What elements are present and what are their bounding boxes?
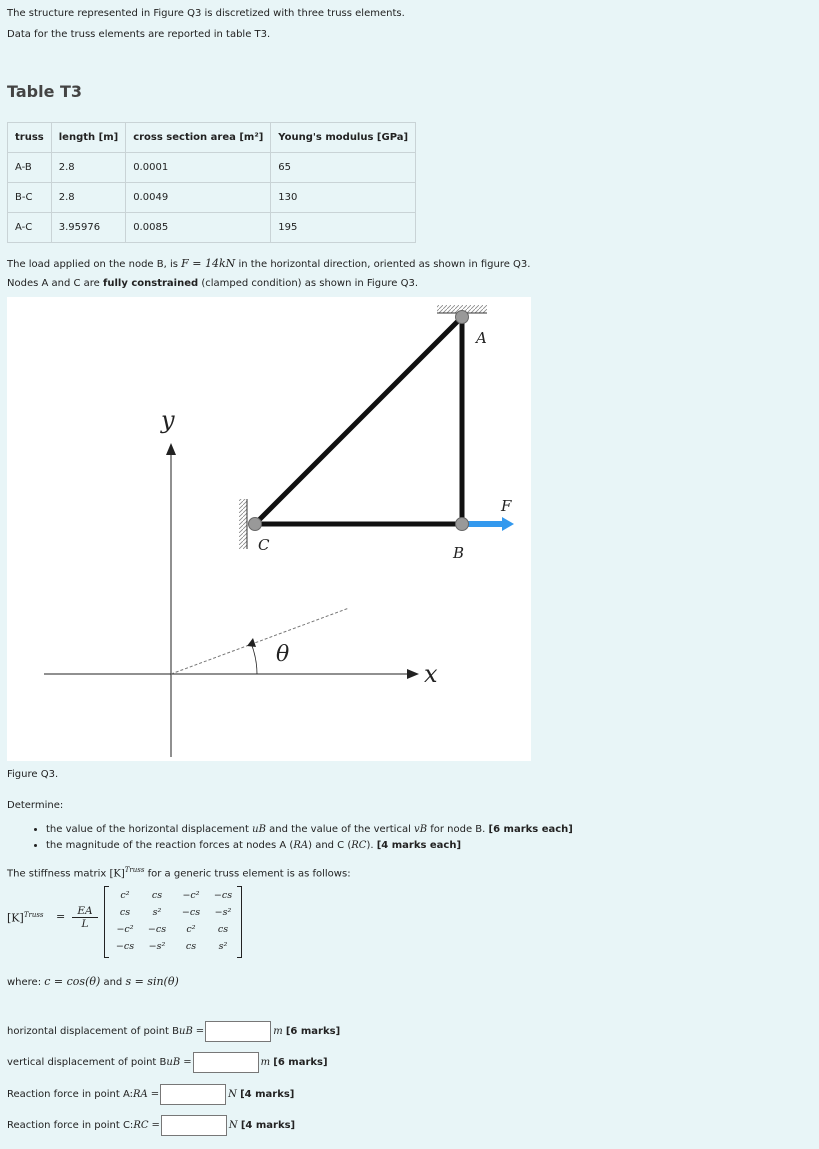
item-text: and the value of the vertical [265, 824, 415, 835]
list-item [46, 838, 573, 854]
answer-row-reaction-c: Reaction force in point C: RC = N [4 marks] [7, 1115, 295, 1136]
table-header: Young's modulus [GPa] [271, 123, 416, 153]
answer-label: horizontal displacement of point B [7, 1026, 179, 1037]
answer-label: Reaction force in point A: [7, 1089, 133, 1100]
determine-list [32, 822, 573, 854]
reaction-c-input[interactable] [161, 1115, 227, 1136]
item-text: ). [366, 840, 377, 851]
matrix-cell: c² [186, 924, 196, 935]
stiffness-text-pre: The stiffness matrix [7, 868, 110, 880]
label-y: y [161, 406, 175, 434]
stiffness-symbol: [K] [109, 868, 125, 880]
constraint-bold: fully constrained [103, 278, 199, 289]
force-arrowhead [502, 517, 514, 531]
list-item [46, 822, 573, 838]
matrix-cell: cs [119, 907, 131, 918]
matrix-cell: −c² [116, 924, 134, 935]
answer-row-vertical-displacement: vertical displacement of point B uB = m [6 marks] [7, 1052, 328, 1073]
table-cell: 0.0085 [126, 213, 271, 243]
table-header: truss [8, 123, 52, 153]
table-row [8, 153, 416, 183]
table-row [8, 183, 416, 213]
c-definition: c = cos(θ) [44, 975, 101, 988]
matrix-bracket-right [237, 886, 242, 958]
table-cell: B-C [8, 183, 52, 213]
intro-line-1: The structure represented in Figure Q3 is discretized with three truss elements. [7, 8, 405, 19]
fraction-ea-over-l [72, 905, 98, 930]
answer-label: Reaction force in point C: [7, 1120, 134, 1131]
matrix-cell: cs [185, 941, 197, 952]
where-and: and [100, 977, 126, 988]
symbol-ub: uB [252, 824, 266, 835]
table-cell: 0.0049 [126, 183, 271, 213]
table-cell: 130 [271, 183, 416, 213]
marks-badge: [6 marks each] [488, 824, 573, 835]
where-text: where: [7, 977, 45, 988]
matrix-cell: −s² [148, 941, 166, 952]
answer-label: vertical displacement of point B [7, 1057, 167, 1068]
lhs-symbol: [K] [7, 911, 24, 925]
theta-arc-arrowhead [247, 638, 256, 647]
matrix-cell: cs [151, 890, 163, 901]
label-a: A [476, 329, 487, 347]
answer-variable: RC [133, 1120, 149, 1131]
truss-data-table [7, 122, 416, 243]
theta-arc [251, 643, 257, 674]
equals-sign: = [56, 910, 66, 923]
where-line [7, 975, 179, 988]
label-x: x [424, 660, 438, 688]
item-text: the value of the horizontal displacement [46, 824, 253, 835]
matrix-cell: s² [218, 941, 228, 952]
vertical-displacement-input[interactable] [193, 1052, 259, 1073]
symbol-rc: RC [351, 840, 367, 851]
answer-variable: RA [132, 1089, 148, 1100]
matrix-cell: s² [152, 907, 162, 918]
table-header: length [m] [51, 123, 125, 153]
member-a-c [255, 317, 462, 524]
table-cell: A-C [8, 213, 52, 243]
table-cell: 65 [271, 153, 416, 183]
table-cell: 2.8 [51, 153, 125, 183]
table-cell: 2.8 [51, 183, 125, 213]
item-text: for node B. [427, 824, 489, 835]
stiffness-text-post: for a generic truss element is as follows: [144, 868, 351, 880]
symbol-vb: vB [414, 824, 428, 835]
constraint-line [7, 278, 418, 289]
answer-row-reaction-a: Reaction force in point A: RA = N [4 marks] [7, 1084, 294, 1105]
table-title: Table T3 [7, 82, 83, 101]
s-definition: s = sin(θ) [125, 975, 179, 988]
y-axis-arrowhead [166, 443, 176, 455]
table-cell: A-B [8, 153, 52, 183]
lhs-sup: Truss [23, 911, 44, 919]
fraction-numerator: EA [72, 905, 98, 918]
label-b: B [453, 544, 465, 562]
answer-unit: N [228, 1120, 238, 1131]
matrix-cell: −cs [213, 890, 233, 901]
table-header-row [8, 123, 416, 153]
inclined-dashed-line [171, 608, 349, 674]
figure-caption: Figure Q3. [7, 769, 59, 780]
reaction-a-input[interactable] [160, 1084, 226, 1105]
answer-unit: m [273, 1026, 283, 1037]
node-b [456, 518, 469, 531]
stiffness-sup: Truss [124, 866, 145, 874]
truss-diagram [7, 297, 531, 761]
matrix-cell: c² [120, 890, 130, 901]
answer-row-horizontal-displacement: horizontal displacement of point B uB = m [6 marks] [7, 1021, 340, 1042]
answer-marks: [6 marks] [273, 1057, 328, 1068]
matrix-cell: −cs [115, 941, 135, 952]
fraction-denominator: L [81, 918, 89, 930]
answer-variable: uB [179, 1026, 193, 1037]
answer-marks: [6 marks] [285, 1026, 341, 1037]
constraint-text-post: (clamped condition) as shown in Figure Q3. [198, 278, 419, 289]
matrix-cell: −cs [147, 924, 167, 935]
horizontal-displacement-input[interactable] [205, 1021, 271, 1042]
stiffness-intro [7, 866, 351, 879]
item-text: ) and C ( [308, 840, 352, 851]
constraint-text-pre: Nodes A and C are [7, 278, 104, 289]
intro-line-2: Data for the truss elements are reported in table T3. [7, 29, 271, 40]
answer-unit: m [260, 1057, 271, 1068]
item-text: the magnitude of the reaction forces at nodes A ( [46, 840, 294, 851]
label-f: F [501, 497, 512, 515]
table-header: cross section area [m²] [126, 123, 271, 153]
table-cell: 0.0001 [126, 153, 271, 183]
load-text-post: in the horizontal direction, oriented as shown in figure Q3. [235, 259, 531, 270]
matrix-bracket-left [104, 886, 109, 958]
load-text-pre: The load applied on the node B, is [7, 259, 182, 270]
figure-q3 [7, 297, 531, 761]
matrix-cell: −s² [214, 907, 232, 918]
stiffness-matrix [104, 886, 242, 956]
answer-marks: [4 marks] [240, 1089, 295, 1100]
node-a [456, 311, 469, 324]
matrix-lhs [7, 911, 44, 925]
table-cell: 195 [271, 213, 416, 243]
matrix-cell: −cs [181, 907, 201, 918]
x-axis-arrowhead [407, 669, 419, 679]
table-cell: 3.95976 [51, 213, 125, 243]
table-row [8, 213, 416, 243]
label-c: C [258, 536, 270, 554]
matrix-grid [110, 887, 238, 955]
answer-marks: [4 marks] [240, 1120, 296, 1131]
marks-badge: [4 marks each] [376, 840, 462, 851]
node-c [249, 518, 262, 531]
symbol-ra: RA [293, 840, 309, 851]
matrix-cell: cs [217, 924, 229, 935]
load-line [7, 257, 530, 270]
label-theta: θ [276, 642, 290, 667]
answer-unit: N [228, 1089, 237, 1100]
answer-variable: uB [166, 1057, 181, 1068]
matrix-cell: −c² [182, 890, 200, 901]
determine-title: Determine: [7, 800, 64, 811]
load-formula: F = 14kN [181, 257, 236, 270]
support-c-hatch [239, 499, 247, 549]
